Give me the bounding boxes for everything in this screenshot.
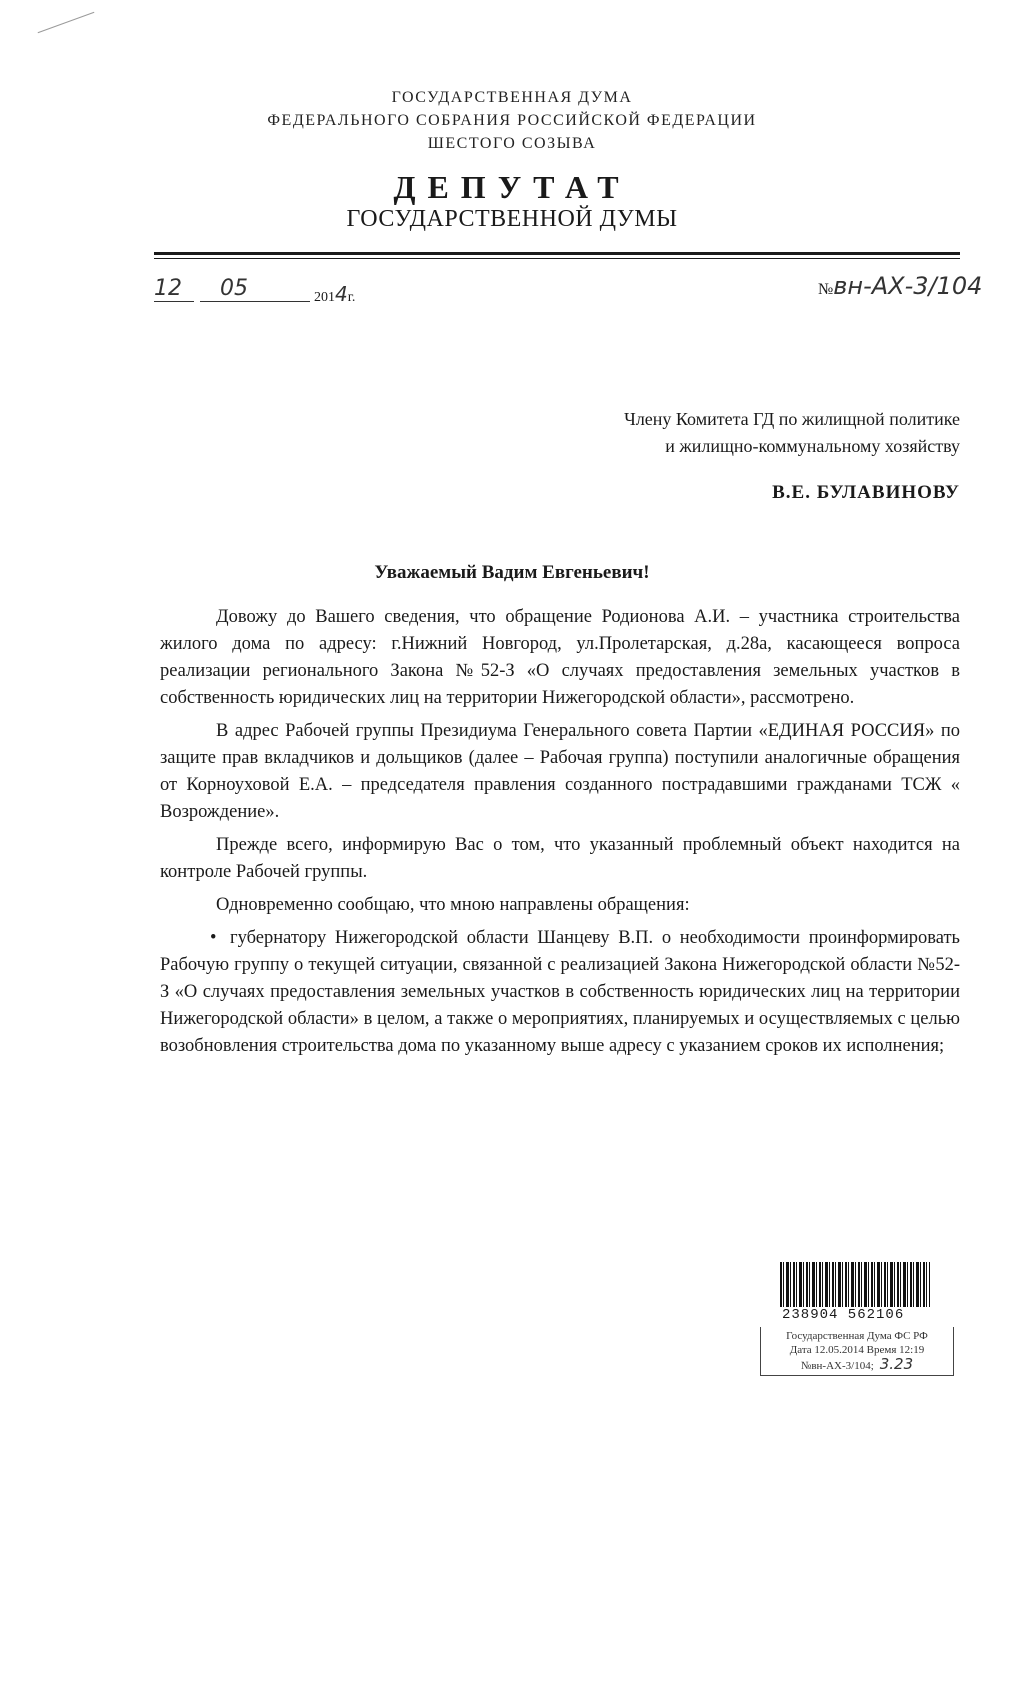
body-paragraph-1: Довожу до Вашего сведения, что обращение Родионова А.И. – участника строительства жилого дома по адресу: г.Нижний Новгород, ул.Пролетарская, д.28а, касающееся вопроса реализации регионального Закона №52-З «О случаях предоставления земельных участков в собственность юридических лиц на территории Нижегородской области», рассмотрено.	[160, 607, 960, 708]
letterhead-line-3: ШЕСТОГО СОЗЫВА	[427, 135, 597, 152]
bullet-text: губернатору Нижегородской области Шанцеву В.П. о необходимости проинформировать Рабочую группу о текущей ситуации, связанной с реализацией Закона Нижегородской области №52-З «О случаях предоставления земельных участков в собственность юридических лиц на территории Нижегородской области» в целом, а также о мероприятиях, планируемых и осуществляемых с целью возобновления строительства дома по указанному выше адресу с указанием сроков их исполнения;	[160, 928, 960, 1056]
number-value: вн-АХ-3/104	[833, 272, 983, 300]
header-rule-thick	[154, 252, 960, 255]
date-year	[314, 282, 355, 306]
letterhead-deputy-title: ДЕПУТАТ	[393, 169, 631, 205]
barcode-icon	[780, 1262, 930, 1307]
letter-number	[818, 272, 982, 300]
date-year-suffix: г.	[347, 290, 356, 305]
addressee-line-2: и жилищно-коммунальному хозяйству	[665, 436, 960, 456]
letterhead	[0, 86, 1024, 233]
stamp-reg-hand: 3.23	[879, 1355, 914, 1373]
date-month: 05	[220, 276, 248, 301]
date-day: 12	[154, 276, 194, 302]
date-year-prefix: 201	[314, 290, 335, 305]
stamp-line-1: Государственная Дума ФС РФ	[786, 1330, 928, 1342]
bullet-item	[160, 925, 960, 1060]
header-rule-thin	[154, 258, 960, 259]
addressee-line-1: Члену Комитета ГД по жилищной политике	[624, 409, 960, 429]
bullet-dot-icon: •	[210, 928, 217, 948]
body-paragraph-3: Прежде всего, информирую Вас о том, что указанный проблемный объект находится на контроле Рабочей группы.	[160, 835, 960, 882]
addressee-block	[624, 406, 960, 460]
date-month-field	[200, 276, 310, 302]
letterhead-duma-subtitle: ГОСУДАРСТВЕННОЙ ДУМЫ	[346, 206, 678, 232]
stamp-line-3	[765, 1357, 949, 1373]
greeting: Уважаемый Вадим Евгеньевич!	[374, 562, 650, 583]
letterhead-line-1: ГОСУДАРСТВЕННАЯ ДУМА	[391, 89, 633, 106]
scan-mark	[38, 12, 95, 33]
registration-stamp	[760, 1262, 954, 1376]
number-prefix: №	[818, 281, 834, 298]
body-paragraph-4: Одновременно сообщаю, что мною направлены обращения:	[216, 895, 690, 915]
stamp-line-2: Дата 12.05.2014 Время 12:19	[789, 1344, 925, 1356]
barcode-number: 238904 562106	[782, 1307, 905, 1323]
body-bullet-1	[160, 925, 960, 1060]
stamp-reg-number: №вн-АХ-3/104;	[800, 1360, 874, 1372]
body-paragraph-2: В адрес Рабочей группы Президиума Генерального совета Партии «ЕДИНАЯ РОССИЯ» по защите прав вкладчиков и дольщиков (далее – Рабочая группа) поступили аналогичные обращения от Корноуховой Е.А. – председателя правления созданного пострадавшими гражданами ТСЖ « Возрождение».	[160, 721, 960, 822]
letterhead-line-2: ФЕДЕРАЛЬНОГО СОБРАНИЯ РОССИЙСКОЙ ФЕДЕРАЦИИ	[267, 112, 757, 129]
date-year-hand: 4	[335, 282, 348, 306]
stamp-box	[760, 1327, 954, 1376]
addressee-name: В.Е. БУЛАВИНОВУ	[772, 482, 960, 503]
letter-body	[160, 604, 960, 1066]
